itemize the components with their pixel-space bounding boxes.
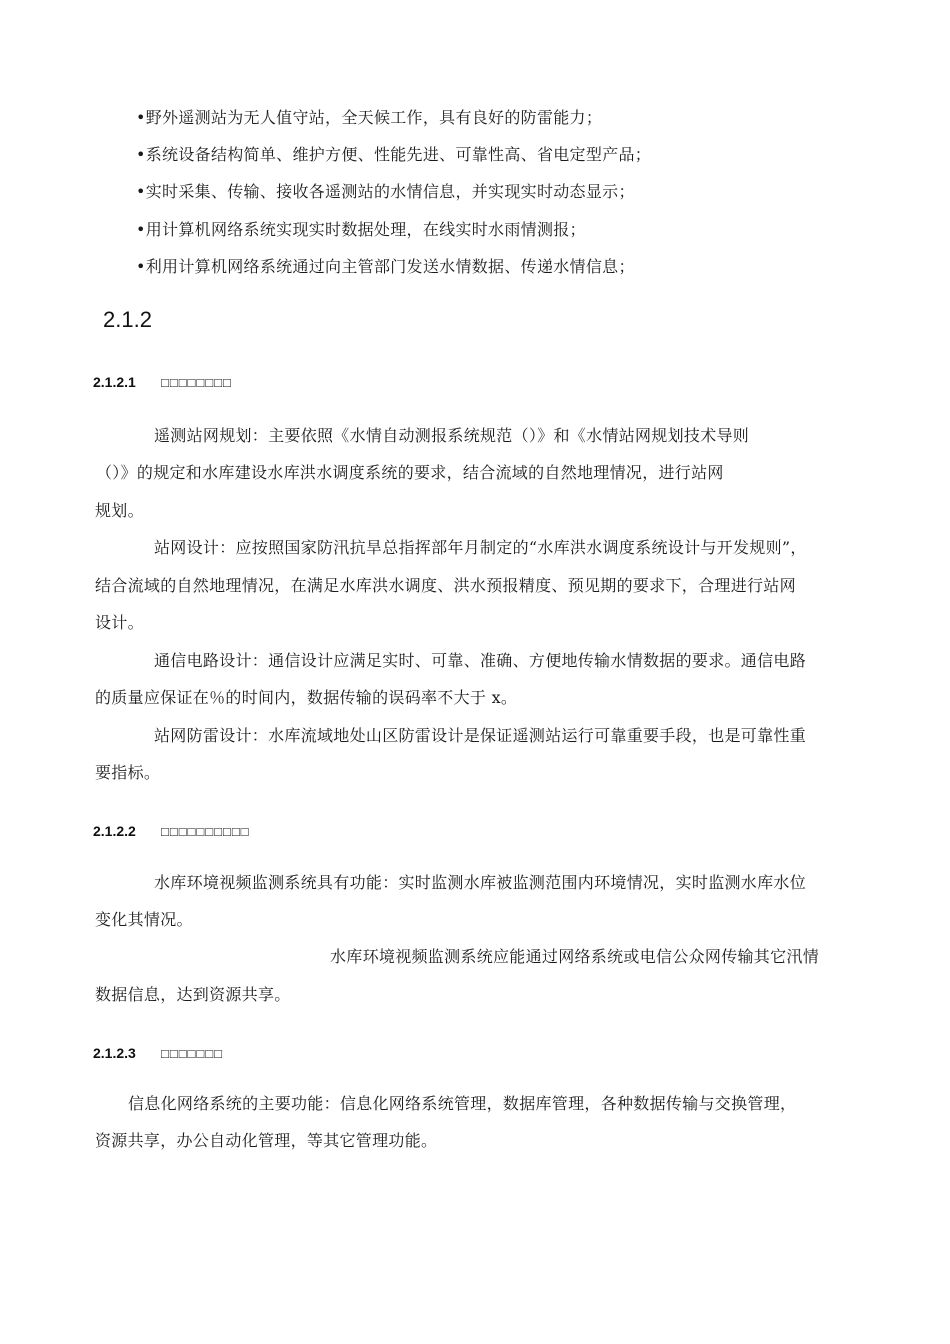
subsection-title: □□□□□□□ xyxy=(161,1046,223,1061)
bullet-item: •野外遥测站为无人值守站，全天候工作，具有良好的防雷能力； xyxy=(136,108,603,127)
bullet-item: •利用计算机网络系统通过向主管部门发送水情数据、传递水情信息； xyxy=(136,257,635,276)
subsection-title: □□□□□□□□□□ xyxy=(161,824,250,839)
paragraph-line: 资源共享，办公自动化管理，等其它管理功能。 xyxy=(95,1131,438,1150)
subsection-heading xyxy=(93,373,232,392)
paragraph-line: 遥测站网规划：主要依照《水情自动测报系统规范（）》和《水情站网规划技术导则 xyxy=(154,426,750,445)
section-heading: 2.1.2 xyxy=(103,307,152,332)
paragraph-line: 设计。 xyxy=(95,613,144,632)
paragraph-line: 水库环境视频监测系统具有功能：实时监测水库被监测范围内环境情况，实时监测水库水位 xyxy=(154,873,807,892)
subsection-heading xyxy=(93,1044,223,1063)
subsection-number: 2.1.2.1 xyxy=(93,374,136,390)
paragraph-line: 站网设计：应按照国家防汛抗旱总指挥部年月制定的“水库洪水调度系统设计与开发规则”， xyxy=(154,538,807,557)
subsection-number: 2.1.2.2 xyxy=(93,823,136,839)
paragraph-line: 规划。 xyxy=(95,501,144,520)
bullet-item: •系统设备结构简单、维护方便、性能先进、可靠性高、省电定型产品； xyxy=(136,145,652,164)
subsection-heading xyxy=(93,822,250,841)
paragraph-line: 通信电路设计：通信设计应满足实时、可靠、准确、方便地传输水情数据的要求。通信电路 xyxy=(154,651,807,670)
subsection-title: □□□□□□□□ xyxy=(161,375,232,390)
paragraph-line: 变化其情况。 xyxy=(95,910,193,929)
paragraph-line: 的质量应保证在％的时间内，数据传输的误码率不大于 x。 xyxy=(95,688,518,707)
subsection-number: 2.1.2.3 xyxy=(93,1045,136,1061)
paragraph-line: 水库环境视频监测系统应能通过网络系统或电信公众网传输其它汛情 xyxy=(330,947,820,966)
paragraph-line: 要指标。 xyxy=(95,763,161,782)
paragraph-line: 信息化网络系统的主要功能：信息化网络系统管理，数据库管理，各种数据传输与交换管理， xyxy=(128,1094,797,1113)
bullet-item: •用计算机网络系统实现实时数据处理，在线实时水雨情测报； xyxy=(136,220,586,239)
paragraph-line: 数据信息，达到资源共享。 xyxy=(95,985,291,1004)
bullet-item: •实时采集、传输、接收各遥测站的水情信息，并实现实时动态显示； xyxy=(136,182,635,201)
paragraph-line: 站网防雷设计：水库流域地处山区防雷设计是保证遥测站运行可靠重要手段，也是可靠性重 xyxy=(154,726,807,745)
paragraph-line: 结合流域的自然地理情况，在满足水库洪水调度、洪水预报精度、预见期的要求下，合理进行站网 xyxy=(95,576,796,595)
paragraph-line: （）》的规定和水库建设水库洪水调度系统的要求，结合流域的自然地理情况，进行站网 xyxy=(96,463,724,482)
